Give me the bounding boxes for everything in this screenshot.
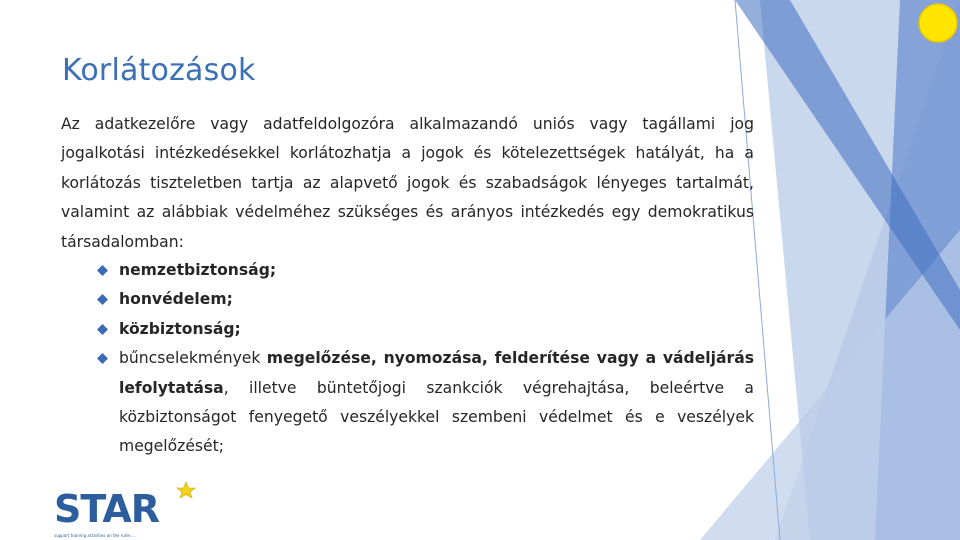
- logo-text: STAR: [54, 487, 160, 531]
- restriction-list: [97, 256, 754, 462]
- logo-subtitle: support training activities on the rules ...: [54, 533, 136, 538]
- intro-paragraph: Az adatkezelőre vagy adatfeldolgozóra alkalmazandó uniós vagy tagállami jog jogalkotási intézkedésekkel korlátozhatja a jogok és kötelezettségek hatályát, ha a korlátozás tiszteletben tartja az alapvető jogok és szabadságok lényeges tartalmát, valamint az alábbiak védelméhez szükséges és arányos intézkedés egy demokratikus társadalomban:: [61, 115, 754, 251]
- slide-title: Korlátozások: [62, 53, 256, 88]
- list-item: [97, 315, 754, 344]
- diamond-bullet-icon: [97, 324, 108, 335]
- list-item-text: nemzetbiztonság;: [119, 261, 277, 279]
- list-item: [97, 344, 754, 462]
- diamond-bullet-icon: [97, 294, 108, 305]
- list-item-text: közbiztonság;: [119, 319, 241, 338]
- list-item-text-part3: , illetve büntetőjogi szankciók végrehajtása, beleértve a közbiztonságot fenyegető veszélyekkel szembeni védelmet és e veszélyek megelőzését;: [119, 378, 754, 456]
- sun-icon: [919, 4, 957, 42]
- star-project-logo: [52, 480, 202, 540]
- list-item-text: honvédelem;: [119, 290, 233, 309]
- diamond-bullet-icon: [97, 353, 108, 364]
- list-item: [97, 256, 754, 285]
- star-icon: [177, 482, 195, 498]
- list-item-text-bold: megelőzése, nyomozása, felderítése vagy a vádeljárás lefolytatása: [119, 349, 755, 397]
- list-item-text-part1: bűncselekmények: [119, 349, 267, 368]
- diamond-bullet-icon: [97, 265, 108, 276]
- list-item: [97, 285, 754, 314]
